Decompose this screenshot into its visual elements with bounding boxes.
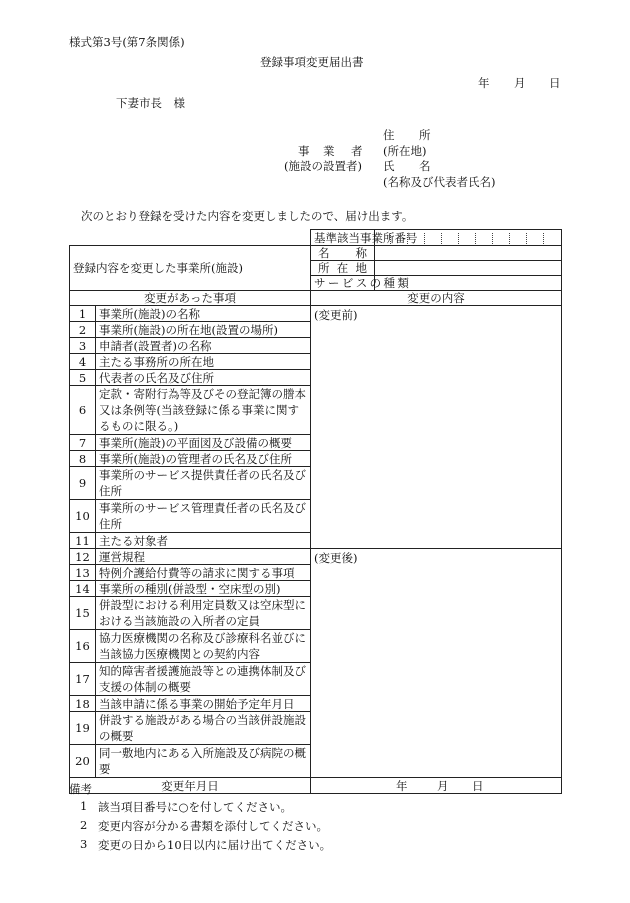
item-text: 事業所のサービス提供責任者の氏名及び住所 (96, 467, 311, 500)
date-year-label: 年 (478, 76, 490, 90)
name-label-1: 氏 (383, 159, 395, 173)
facility-location-label-2: 在 (336, 261, 349, 275)
item-number: 4 (70, 354, 96, 370)
facility-name-label-2: 称 (355, 246, 368, 260)
facility-name-label (311, 246, 375, 261)
item-number: 3 (70, 338, 96, 354)
jigyo-note: (施設の設置者) (284, 159, 362, 173)
note-text: 該当項目番号に○を付してください。 (98, 800, 293, 814)
item-number: 17 (70, 663, 96, 696)
item-number: 6 (70, 386, 96, 435)
item-text: 併設する施設がある場合の当該併設施設の概要 (96, 712, 311, 745)
change-date-year: 年 (396, 779, 408, 793)
item-number: 16 (70, 630, 96, 663)
jigyo-label-3: 者 (351, 144, 363, 158)
note-number: 2 (80, 818, 88, 832)
item-number: 1 (70, 306, 96, 322)
item-number: 13 (70, 565, 96, 581)
name-note: (名称及び代表者氏名) (383, 175, 496, 189)
facility-location-label (311, 261, 375, 276)
standard-no-field[interactable] (375, 230, 562, 246)
after-label: (変更後) (314, 551, 358, 565)
note-number: 1 (80, 799, 88, 813)
item-text: 同一敷地内にある入所施設及び病院の概要 (96, 745, 311, 778)
standard-no-label: 基準該当事業所番号 (311, 230, 375, 246)
item-number: 20 (70, 745, 96, 778)
facility-location-label-1: 所 (318, 261, 330, 275)
jigyo-label-1: 事 (298, 144, 310, 158)
address-label-1: 住 (383, 128, 395, 142)
name-label-2: 名 (419, 159, 431, 173)
change-date-field[interactable] (311, 778, 562, 794)
note-number: 3 (80, 837, 88, 851)
item-text: 事業所(施設)の管理者の氏名及び住所 (96, 451, 311, 467)
address-label-2: 所 (419, 128, 431, 142)
item-text: 事業所の種別(併設型・空床型の別) (96, 581, 311, 597)
item-text: 知的障害者援護施設等との連携体制及び支援の体制の概要 (96, 663, 311, 696)
item-text: 主たる事務所の所在地 (96, 354, 311, 370)
item-number: 9 (70, 467, 96, 500)
item-text: 事業所(施設)の名称 (96, 306, 311, 322)
item-number: 14 (70, 581, 96, 597)
item-number: 11 (70, 533, 96, 549)
service-type-label: サービスの種類 (311, 276, 375, 291)
item-text: 事業所(施設)の平面図及び設備の概要 (96, 435, 311, 451)
item-number: 18 (70, 696, 96, 712)
item-number: 7 (70, 435, 96, 451)
document-title: 登録事項変更届出書 (260, 55, 364, 69)
item-text: 当該申請に係る事業の開始予定年月日 (96, 696, 311, 712)
item-text: 事業所のサービス管理責任者の氏名及び住所 (96, 500, 311, 533)
intro-text: 次のとおり登録を受けた内容を変更しましたので、届け出ます。 (81, 209, 414, 223)
before-content-cell[interactable] (311, 306, 562, 549)
item-text: 運営規程 (96, 549, 311, 565)
after-content-cell[interactable] (311, 549, 562, 778)
item-number: 12 (70, 549, 96, 565)
jigyo-label-2: 業 (323, 144, 335, 158)
facility-name-label-1: 名 (318, 246, 330, 260)
note-text: 変更内容が分かる書類を添付してください。 (98, 819, 328, 833)
col-header-items: 変更があった事項 (70, 291, 311, 306)
change-date-day: 日 (472, 779, 484, 793)
changed-facility-label: 登録内容を変更した事業所(施設) (70, 246, 311, 291)
item-text: 協力医療機関の名称及び診療科名並びに当該協力医療機関との契約内容 (96, 630, 311, 663)
item-number: 15 (70, 597, 96, 630)
col-header-content: 変更の内容 (311, 291, 562, 306)
form-number: 様式第3号(第7条関係) (69, 35, 185, 49)
item-text: 事業所(施設)の所在地(設置の場所) (96, 322, 311, 338)
date-day-label: 日 (549, 76, 561, 90)
address-note: (所在地) (383, 144, 427, 158)
date-month-label: 月 (514, 76, 526, 90)
item-number: 19 (70, 712, 96, 745)
item-text: 主たる対象者 (96, 533, 311, 549)
change-date-label: 変更年月日 (70, 778, 311, 794)
before-label: (変更前) (314, 308, 358, 322)
change-date-month: 月 (437, 779, 449, 793)
item-text: 代表者の氏名及び住所 (96, 370, 311, 386)
item-text: 併設型における利用定員数又は空床型における当該施設の入所者の定員 (96, 597, 311, 630)
item-number: 10 (70, 500, 96, 533)
notes-heading: 備考 (69, 782, 92, 796)
item-number: 5 (70, 370, 96, 386)
note-text: 変更の日から10日以内に届け出てください。 (98, 838, 332, 852)
item-number: 8 (70, 451, 96, 467)
change-form-table (69, 229, 562, 794)
facility-location-field[interactable] (375, 261, 562, 276)
addressee: 下妻市長 様 (116, 96, 185, 110)
facility-name-field[interactable] (375, 246, 562, 261)
item-text: 申請者(設置者)の名称 (96, 338, 311, 354)
item-text: 特例介護給付費等の請求に関する事項 (96, 565, 311, 581)
item-text: 定款・寄附行為等及びその登記簿の謄本又は条例等(当該登録に係る事業に関するものに限る。) (96, 386, 311, 435)
item-number: 2 (70, 322, 96, 338)
facility-location-label-3: 地 (355, 261, 368, 275)
